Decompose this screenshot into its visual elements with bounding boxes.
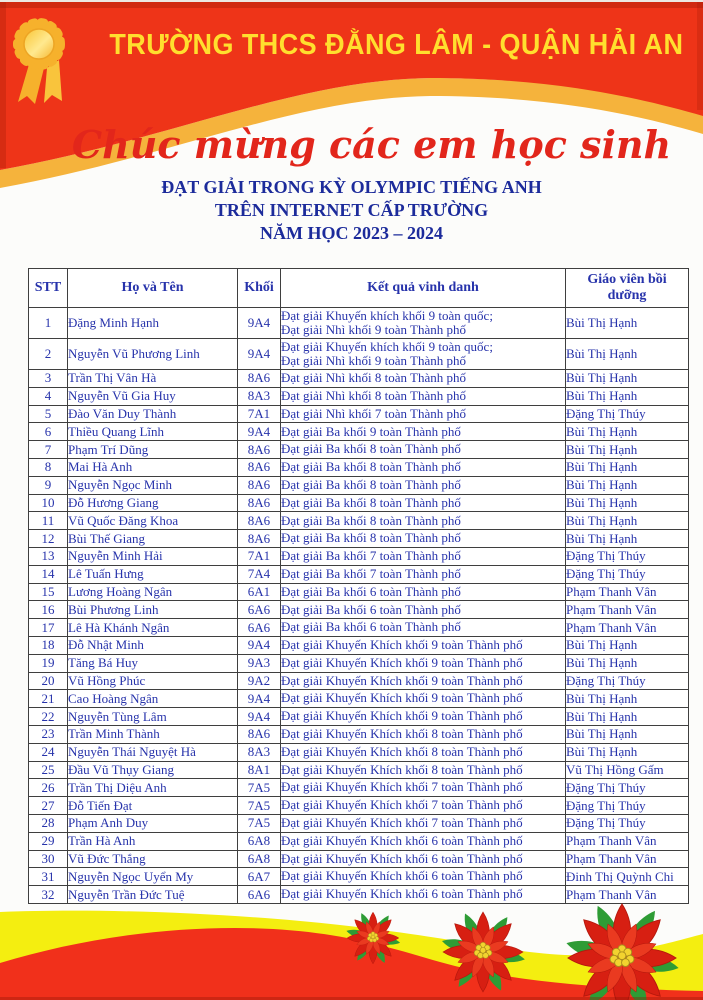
result-text: Đạt giải Ba khối 8 toàn Thành phố — [281, 494, 566, 512]
class-label: 8A3 — [238, 743, 281, 761]
student-name: Lê Hà Khánh Ngân — [68, 619, 238, 637]
teacher-name: Phạm Thanh Vân — [566, 619, 689, 637]
row-number: 23 — [29, 725, 68, 743]
class-label: 6A6 — [238, 601, 281, 619]
teacher-name: Bùi Thị Hạnh — [566, 458, 689, 476]
table-row — [29, 672, 689, 690]
class-label: 7A1 — [238, 405, 281, 423]
result-text: Đạt giải Khuyến Khích khối 7 toàn Thành phố — [281, 797, 566, 815]
student-name: Đỗ Hương Giang — [68, 494, 238, 512]
row-number: 19 — [29, 654, 68, 672]
table-row — [29, 708, 689, 726]
class-label: 7A1 — [238, 547, 281, 565]
student-name: Đỗ Nhật Minh — [68, 636, 238, 654]
row-number: 3 — [29, 370, 68, 388]
result-text: Đạt giải Khuyến khích khối 9 toàn quốc; Đạt giải Nhì khối 9 toàn Thành phố — [281, 308, 566, 339]
class-label: 9A4 — [238, 708, 281, 726]
table-row — [29, 308, 689, 339]
teacher-name: Bùi Thị Hạnh — [566, 636, 689, 654]
table-row — [29, 512, 689, 530]
student-name: Nguyễn Ngọc Uyển My — [68, 868, 238, 886]
class-label: 7A4 — [238, 565, 281, 583]
teacher-name: Bùi Thị Hạnh — [566, 423, 689, 441]
teacher-name: Đinh Thị Quỳnh Chi — [566, 868, 689, 886]
footer-decoration — [0, 900, 703, 1000]
table-row — [29, 797, 689, 815]
result-text: Đạt giải Ba khối 8 toàn Thành phố — [281, 441, 566, 459]
teacher-name: Phạm Thanh Vân — [566, 886, 689, 904]
table-row — [29, 725, 689, 743]
student-name: Nguyễn Vũ Phương Linh — [68, 339, 238, 370]
table-row — [29, 405, 689, 423]
result-text: Đạt giải Khuyến Khích khối 9 toàn Thành phố — [281, 636, 566, 654]
row-number: 25 — [29, 761, 68, 779]
result-text: Đạt giải Ba khối 8 toàn Thành phố — [281, 512, 566, 530]
row-number: 29 — [29, 832, 68, 850]
class-label: 8A6 — [238, 370, 281, 388]
student-name: Tăng Bá Huy — [68, 654, 238, 672]
result-text: Đạt giải Ba khối 8 toàn Thành phố — [281, 458, 566, 476]
table-row — [29, 476, 689, 494]
table-row — [29, 458, 689, 476]
result-text: Đạt giải Khuyến Khích khối 6 toàn Thành phố — [281, 868, 566, 886]
row-number: 7 — [29, 441, 68, 459]
title-line-1: ĐẠT GIẢI TRONG KỲ OLYMPIC TIẾNG ANH — [161, 177, 542, 197]
teacher-name: Bùi Thị Hạnh — [566, 370, 689, 388]
table-row — [29, 370, 689, 388]
student-name: Nguyễn Vũ Gia Huy — [68, 387, 238, 405]
class-label: 9A3 — [238, 654, 281, 672]
row-number: 21 — [29, 690, 68, 708]
result-text: Đạt giải Khuyến Khích khối 9 toàn Thành phố — [281, 654, 566, 672]
teacher-name: Phạm Thanh Vân — [566, 832, 689, 850]
student-name: Lương Hoàng Ngân — [68, 583, 238, 601]
row-number: 22 — [29, 708, 68, 726]
table-row — [29, 832, 689, 850]
student-name: Vũ Đức Thắng — [68, 850, 238, 868]
student-name: Phạm Anh Duy — [68, 814, 238, 832]
teacher-name: Phạm Thanh Vân — [566, 850, 689, 868]
table-row — [29, 654, 689, 672]
row-number: 30 — [29, 850, 68, 868]
student-name: Phạm Trí Dũng — [68, 441, 238, 459]
table-row — [29, 761, 689, 779]
class-label: 9A4 — [238, 423, 281, 441]
table-row — [29, 565, 689, 583]
row-number: 32 — [29, 886, 68, 904]
table-row — [29, 339, 689, 370]
teacher-name: Bùi Thị Hạnh — [566, 308, 689, 339]
row-number: 1 — [29, 308, 68, 339]
result-text: Đạt giải Khuyến Khích khối 8 toàn Thành phố — [281, 743, 566, 761]
class-label: 6A6 — [238, 619, 281, 637]
table-row — [29, 743, 689, 761]
result-text: Đạt giải Ba khối 8 toàn Thành phố — [281, 530, 566, 548]
teacher-name: Đặng Thị Thúy — [566, 547, 689, 565]
row-number: 13 — [29, 547, 68, 565]
class-label: 6A6 — [238, 886, 281, 904]
table-row — [29, 779, 689, 797]
teacher-name: Phạm Thanh Vân — [566, 583, 689, 601]
result-text: Đạt giải Ba khối 9 toàn Thành phố — [281, 423, 566, 441]
row-number: 2 — [29, 339, 68, 370]
row-number: 11 — [29, 512, 68, 530]
greeting-text: Chúc mừng các em học sinh — [71, 122, 672, 167]
class-label: 9A4 — [238, 636, 281, 654]
table-row — [29, 690, 689, 708]
result-text: Đạt giải Khuyến Khích khối 7 toàn Thành phố — [281, 814, 566, 832]
row-number: 4 — [29, 387, 68, 405]
result-text: Đạt giải Nhì khối 7 toàn Thành phố — [281, 405, 566, 423]
teacher-name: Bùi Thị Hạnh — [566, 530, 689, 548]
row-number: 28 — [29, 814, 68, 832]
table-row — [29, 494, 689, 512]
class-label: 8A6 — [238, 441, 281, 459]
teacher-name: Bùi Thị Hạnh — [566, 512, 689, 530]
teacher-name: Đặng Thị Thúy — [566, 565, 689, 583]
class-label: 6A8 — [238, 832, 281, 850]
header-row — [29, 269, 689, 308]
row-number: 12 — [29, 530, 68, 548]
medal-icon — [9, 13, 69, 113]
header-result: Kết quả vinh danh — [281, 269, 566, 308]
result-text: Đạt giải Khuyến Khích khối 9 toàn Thành phố — [281, 690, 566, 708]
title-line-2: TRÊN INTERNET CẤP TRƯỜNG — [214, 200, 489, 220]
student-name: Đào Văn Duy Thành — [68, 405, 238, 423]
class-label: 8A6 — [238, 494, 281, 512]
teacher-name: Đặng Thị Thúy — [566, 779, 689, 797]
class-label: 8A6 — [238, 476, 281, 494]
teacher-name: Bùi Thị Hạnh — [566, 654, 689, 672]
student-name: Bùi Phương Linh — [68, 601, 238, 619]
class-label: 6A8 — [238, 850, 281, 868]
result-text: Đạt giải Khuyến Khích khối 8 toàn Thành phố — [281, 761, 566, 779]
class-label: 8A6 — [238, 512, 281, 530]
header-stt: STT — [29, 269, 68, 308]
left-edge-shadow — [0, 2, 6, 168]
row-number: 24 — [29, 743, 68, 761]
row-number: 26 — [29, 779, 68, 797]
school-name: TRƯỜNG THCS ĐẰNG LÂM - QUẬN HẢI AN — [109, 29, 684, 61]
row-number: 15 — [29, 583, 68, 601]
result-text: Đạt giải Ba khối 7 toàn Thành phố — [281, 547, 566, 565]
teacher-name: Đặng Thị Thúy — [566, 672, 689, 690]
row-number: 6 — [29, 423, 68, 441]
class-label: 9A2 — [238, 672, 281, 690]
teacher-name: Bùi Thị Hạnh — [566, 476, 689, 494]
table-row — [29, 423, 689, 441]
teacher-name: Bùi Thị Hạnh — [566, 387, 689, 405]
result-text: Đạt giải Ba khối 6 toàn Thành phố — [281, 619, 566, 637]
result-text: Đạt giải Ba khối 7 toàn Thành phố — [281, 565, 566, 583]
page-title — [0, 176, 703, 245]
student-name: Lê Tuấn Hưng — [68, 565, 238, 583]
result-text: Đạt giải Ba khối 6 toàn Thành phố — [281, 583, 566, 601]
title-line-3: NĂM HỌC 2023 – 2024 — [260, 223, 443, 243]
result-text: Đạt giải Khuyến Khích khối 7 toàn Thành phố — [281, 779, 566, 797]
class-label: 9A4 — [238, 690, 281, 708]
student-name: Mai Hà Anh — [68, 458, 238, 476]
class-label: 7A5 — [238, 814, 281, 832]
class-label: 6A7 — [238, 868, 281, 886]
result-text: Đạt giải Nhì khối 8 toàn Thành phố — [281, 370, 566, 388]
table-row — [29, 814, 689, 832]
result-text: Đạt giải Khuyến Khích khối 9 toàn Thành phố — [281, 672, 566, 690]
student-name: Nguyễn Thái Nguyệt Hà — [68, 743, 238, 761]
class-label: 8A6 — [238, 458, 281, 476]
student-name: Thiều Quang Lĩnh — [68, 423, 238, 441]
right-edge-shadow — [697, 2, 703, 110]
student-name: Nguyễn Tùng Lâm — [68, 708, 238, 726]
student-name: Trần Hà Anh — [68, 832, 238, 850]
table-row — [29, 441, 689, 459]
student-name: Đỗ Tiến Đạt — [68, 797, 238, 815]
header-teacher: Giáo viên bồi dưỡng — [566, 269, 689, 308]
results-table — [28, 268, 689, 904]
row-number: 8 — [29, 458, 68, 476]
results-table-head — [29, 269, 689, 308]
result-text: Đạt giải Khuyến Khích khối 9 toàn Thành phố — [281, 708, 566, 726]
teacher-name: Bùi Thị Hạnh — [566, 494, 689, 512]
class-label: 6A1 — [238, 583, 281, 601]
student-name: Nguyễn Minh Hải — [68, 547, 238, 565]
teacher-name: Bùi Thị Hạnh — [566, 743, 689, 761]
result-text: Đạt giải Khuyến Khích khối 6 toàn Thành phố — [281, 850, 566, 868]
student-name: Bùi Thế Giang — [68, 530, 238, 548]
class-label: 8A6 — [238, 530, 281, 548]
table-row — [29, 583, 689, 601]
table-row — [29, 547, 689, 565]
class-label: 7A5 — [238, 797, 281, 815]
row-number: 14 — [29, 565, 68, 583]
teacher-name: Vũ Thị Hồng Gấm — [566, 761, 689, 779]
result-text: Đạt giải Ba khối 6 toàn Thành phố — [281, 601, 566, 619]
table-row — [29, 387, 689, 405]
teacher-name: Bùi Thị Hạnh — [566, 708, 689, 726]
student-name: Trần Minh Thành — [68, 725, 238, 743]
result-text: Đạt giải Khuyến Khích khối 6 toàn Thành phố — [281, 832, 566, 850]
class-label: 8A3 — [238, 387, 281, 405]
table-row — [29, 850, 689, 868]
class-label: 9A4 — [238, 339, 281, 370]
result-text: Đạt giải Khuyến Khích khối 8 toàn Thành phố — [281, 725, 566, 743]
header-name: Họ và Tên — [68, 269, 238, 308]
row-number: 16 — [29, 601, 68, 619]
result-text: Đạt giải Nhì khối 8 toàn Thành phố — [281, 387, 566, 405]
teacher-name: Bùi Thị Hạnh — [566, 339, 689, 370]
row-number: 20 — [29, 672, 68, 690]
student-name: Vũ Quốc Đăng Khoa — [68, 512, 238, 530]
student-name: Vũ Hồng Phúc — [68, 672, 238, 690]
class-label: 8A1 — [238, 761, 281, 779]
teacher-name: Bùi Thị Hạnh — [566, 690, 689, 708]
teacher-name: Bùi Thị Hạnh — [566, 725, 689, 743]
row-number: 31 — [29, 868, 68, 886]
class-label: 8A6 — [238, 725, 281, 743]
row-number: 9 — [29, 476, 68, 494]
student-name: Nguyễn Ngọc Minh — [68, 476, 238, 494]
table-row — [29, 619, 689, 637]
student-name: Nguyễn Trần Đức Tuệ — [68, 886, 238, 904]
result-text: Đạt giải Khuyến khích khối 9 toàn quốc; Đạt giải Nhì khối 9 toàn Thành phố — [281, 339, 566, 370]
student-name: Cao Hoàng Ngân — [68, 690, 238, 708]
student-name: Trần Thị Diệu Anh — [68, 779, 238, 797]
row-number: 18 — [29, 636, 68, 654]
teacher-name: Đặng Thị Thúy — [566, 405, 689, 423]
top-edge-shadow — [0, 2, 703, 8]
teacher-name: Đặng Thị Thúy — [566, 814, 689, 832]
result-text: Đạt giải Khuyến Khích khối 6 toàn Thành phố — [281, 886, 566, 904]
student-name: Trần Thị Vân Hà — [68, 370, 238, 388]
results-table-body — [29, 308, 689, 904]
row-number: 10 — [29, 494, 68, 512]
row-number: 27 — [29, 797, 68, 815]
result-text: Đạt giải Ba khối 8 toàn Thành phố — [281, 476, 566, 494]
row-number: 5 — [29, 405, 68, 423]
table-row — [29, 601, 689, 619]
student-name: Đầu Vũ Thụy Giang — [68, 761, 238, 779]
table-row — [29, 868, 689, 886]
header-khoi: Khối — [238, 269, 281, 308]
table-row — [29, 530, 689, 548]
table-row — [29, 636, 689, 654]
row-number: 17 — [29, 619, 68, 637]
teacher-name: Phạm Thanh Vân — [566, 601, 689, 619]
class-label: 9A4 — [238, 308, 281, 339]
student-name: Đặng Minh Hạnh — [68, 308, 238, 339]
teacher-name: Đặng Thị Thúy — [566, 797, 689, 815]
class-label: 7A5 — [238, 779, 281, 797]
teacher-name: Bùi Thị Hạnh — [566, 441, 689, 459]
